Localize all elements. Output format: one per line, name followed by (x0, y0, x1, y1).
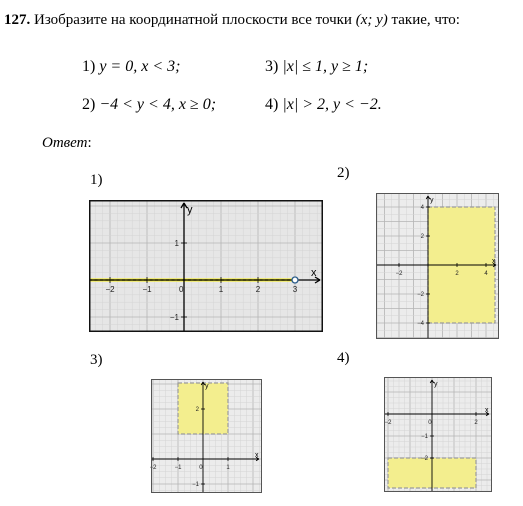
x-tick-label: 2 (255, 285, 261, 294)
task-text: Изобразите на координатной плоскости все точки (30, 12, 356, 28)
x-tick-label: −2 (105, 285, 115, 294)
condition-num: 4) (265, 96, 279, 113)
x-tick-label: 1 (218, 285, 224, 294)
plot-label-1: 1) (90, 172, 103, 188)
plot-4 (384, 377, 492, 492)
condition-num: 1) (82, 58, 96, 75)
y-tick-label: −4 (417, 321, 424, 328)
plot-1 (89, 200, 323, 332)
x-tick-label: 4 (484, 271, 488, 277)
open-endpoint (292, 277, 298, 283)
x-tick-label: 0 (178, 285, 184, 294)
condition-2 (82, 96, 216, 114)
y-tick-label: 1 (174, 238, 179, 248)
plot-2 (376, 193, 499, 339)
y-axis-label: y (187, 204, 193, 216)
condition-expr: −4 < y < 4, x ≥ 0; (99, 96, 217, 113)
x-axis-label: x (255, 452, 259, 459)
answer-label: Ответ: (42, 135, 92, 151)
condition-3 (265, 58, 368, 76)
x-axis-label: x (485, 407, 489, 414)
task-number: 127. (4, 12, 31, 28)
x-tick-label: 0 (428, 420, 432, 426)
task-header (4, 12, 460, 29)
condition-expr: |x| > 2, y < −2. (282, 96, 382, 113)
x-tick-label: 2 (455, 271, 459, 277)
condition-1 (82, 58, 180, 76)
condition-4 (265, 96, 382, 114)
plot-label-3: 3) (90, 352, 103, 368)
x-tick-label: 1 (226, 465, 230, 471)
y-tick-label: −1 (169, 312, 179, 322)
x-tick-label: −2 (395, 271, 403, 277)
y-tick-label: 2 (195, 407, 199, 414)
y-tick-label: −1 (192, 482, 199, 489)
y-tick-label: −1 (421, 434, 428, 441)
x-tick-label: 3 (292, 285, 298, 294)
x-tick-label: −2 (149, 465, 157, 471)
y-axis-label: y (434, 381, 438, 388)
y-tick-label: −2 (417, 292, 424, 299)
x-tick-label: 2 (474, 420, 478, 426)
point-notation: (x; y) (355, 12, 388, 28)
y-axis-label: y (205, 383, 209, 390)
x-tick-label: −1 (142, 285, 152, 294)
condition-num: 2) (82, 96, 96, 113)
plot-3 (151, 379, 262, 493)
condition-num: 3) (265, 58, 279, 75)
x-axis-label: x (492, 258, 496, 265)
x-tick-label: 0 (199, 465, 203, 471)
y-tick-label: −2 (421, 456, 428, 463)
x-tick-label: −1 (174, 465, 182, 471)
x-tick-label: −2 (384, 420, 392, 426)
plot-label-2: 2) (337, 165, 350, 181)
condition-expr: y = 0, x < 3; (99, 58, 181, 75)
y-tick-label: 4 (420, 205, 424, 212)
x-axis-label: x (311, 267, 317, 279)
plot-label-4: 4) (337, 350, 350, 366)
y-tick-label: 2 (420, 234, 424, 241)
y-axis-label: y (430, 197, 434, 204)
condition-expr: |x| ≤ 1, y ≥ 1; (282, 58, 369, 75)
task-text-end: такие, что: (387, 12, 460, 28)
